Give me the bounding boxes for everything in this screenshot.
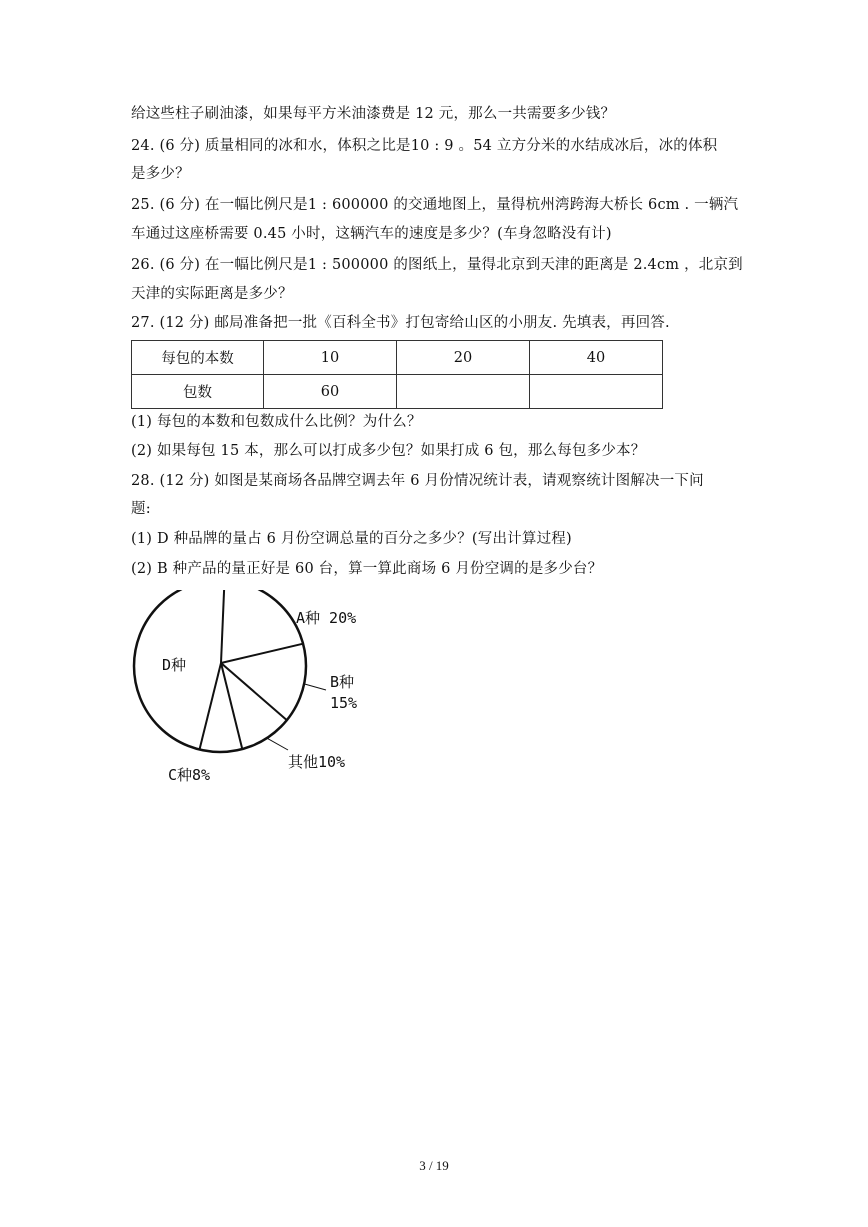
table-cell: 每包的本数 — [132, 341, 264, 375]
slice-label-other: 其他10% — [288, 753, 346, 771]
slice-boundary — [200, 663, 222, 750]
slice-label-d: D种 — [162, 656, 187, 674]
text-line: (2) 如果每包 15 本，那么可以打成多少包？如果打成 6 包，那么每包多少本？ — [131, 443, 646, 459]
slice-label-b: B种 — [330, 673, 355, 691]
slice-label-a: A种 20% — [296, 609, 357, 627]
text-line: 车通过这座桥需要 0.45 小时，这辆汽车的速度是多少？(车身忽略没有计) — [131, 226, 612, 242]
leader-line-other — [267, 738, 288, 750]
slice-label-b-percent: 15% — [330, 694, 358, 712]
table-row — [132, 375, 663, 409]
text-line: (1) D 种品牌的量占 6 月份空调总量的百分之多少？(写出计算过程) — [131, 531, 572, 547]
page-number: 3 / 19 — [419, 1158, 449, 1173]
table-cell — [397, 375, 530, 409]
slice-boundary — [221, 663, 287, 720]
slice-boundary — [221, 663, 242, 749]
table-cell: 10 — [264, 341, 397, 375]
table-cell: 包数 — [132, 375, 264, 409]
table-row — [132, 341, 663, 375]
question-27: 27. (12 分) 邮局准备把一批《百科全书》打包寄给山区的小朋友. 先填表，再回答. — [131, 315, 670, 331]
table-cell — [530, 375, 663, 409]
table-cell: 20 — [397, 341, 530, 375]
text-line: 天津的实际距离是多少？ — [131, 286, 293, 302]
table-cell: 60 — [264, 375, 397, 409]
text-line: (2) B 种产品的量正好是 60 台，算一算此商场 6 月份空调的是多少台？ — [131, 561, 603, 577]
slice-boundary — [221, 644, 303, 663]
slice-label-c: C种8% — [168, 766, 211, 784]
pie-chart — [120, 590, 400, 790]
question-28: 28. (12 分) 如图是某商场各品牌空调去年 6 月份情况统计表，请观察统计图解决一下问 — [131, 473, 704, 489]
text-line: 给这些柱子刷油漆，如果每平方米油漆费是 12 元，那么一共需要多少钱？ — [131, 106, 616, 122]
slice-boundary — [221, 590, 225, 663]
data-table — [131, 340, 663, 409]
question-24: 24. (6 分) 质量相同的冰和水，体积之比是10 : 9 。54 立方分米的水结成冰后，冰的体积 — [131, 138, 718, 154]
table-cell: 40 — [530, 341, 663, 375]
question-26: 26. (6 分) 在一幅比例尺是1 : 500000 的图纸上，量得北京到天津的距离是 2.4cm ，北京到 — [131, 257, 743, 273]
text-line: 题: — [131, 501, 151, 517]
text-line: (1) 每包的本数和包数成什么比例？为什么？ — [131, 414, 422, 430]
text-line: 是多少？ — [131, 166, 190, 182]
question-25: 25. (6 分) 在一幅比例尺是1 : 600000 的交通地图上，量得杭州湾跨海大桥长 6cm . 一辆汽 — [131, 197, 739, 213]
leader-line-b — [304, 684, 326, 690]
